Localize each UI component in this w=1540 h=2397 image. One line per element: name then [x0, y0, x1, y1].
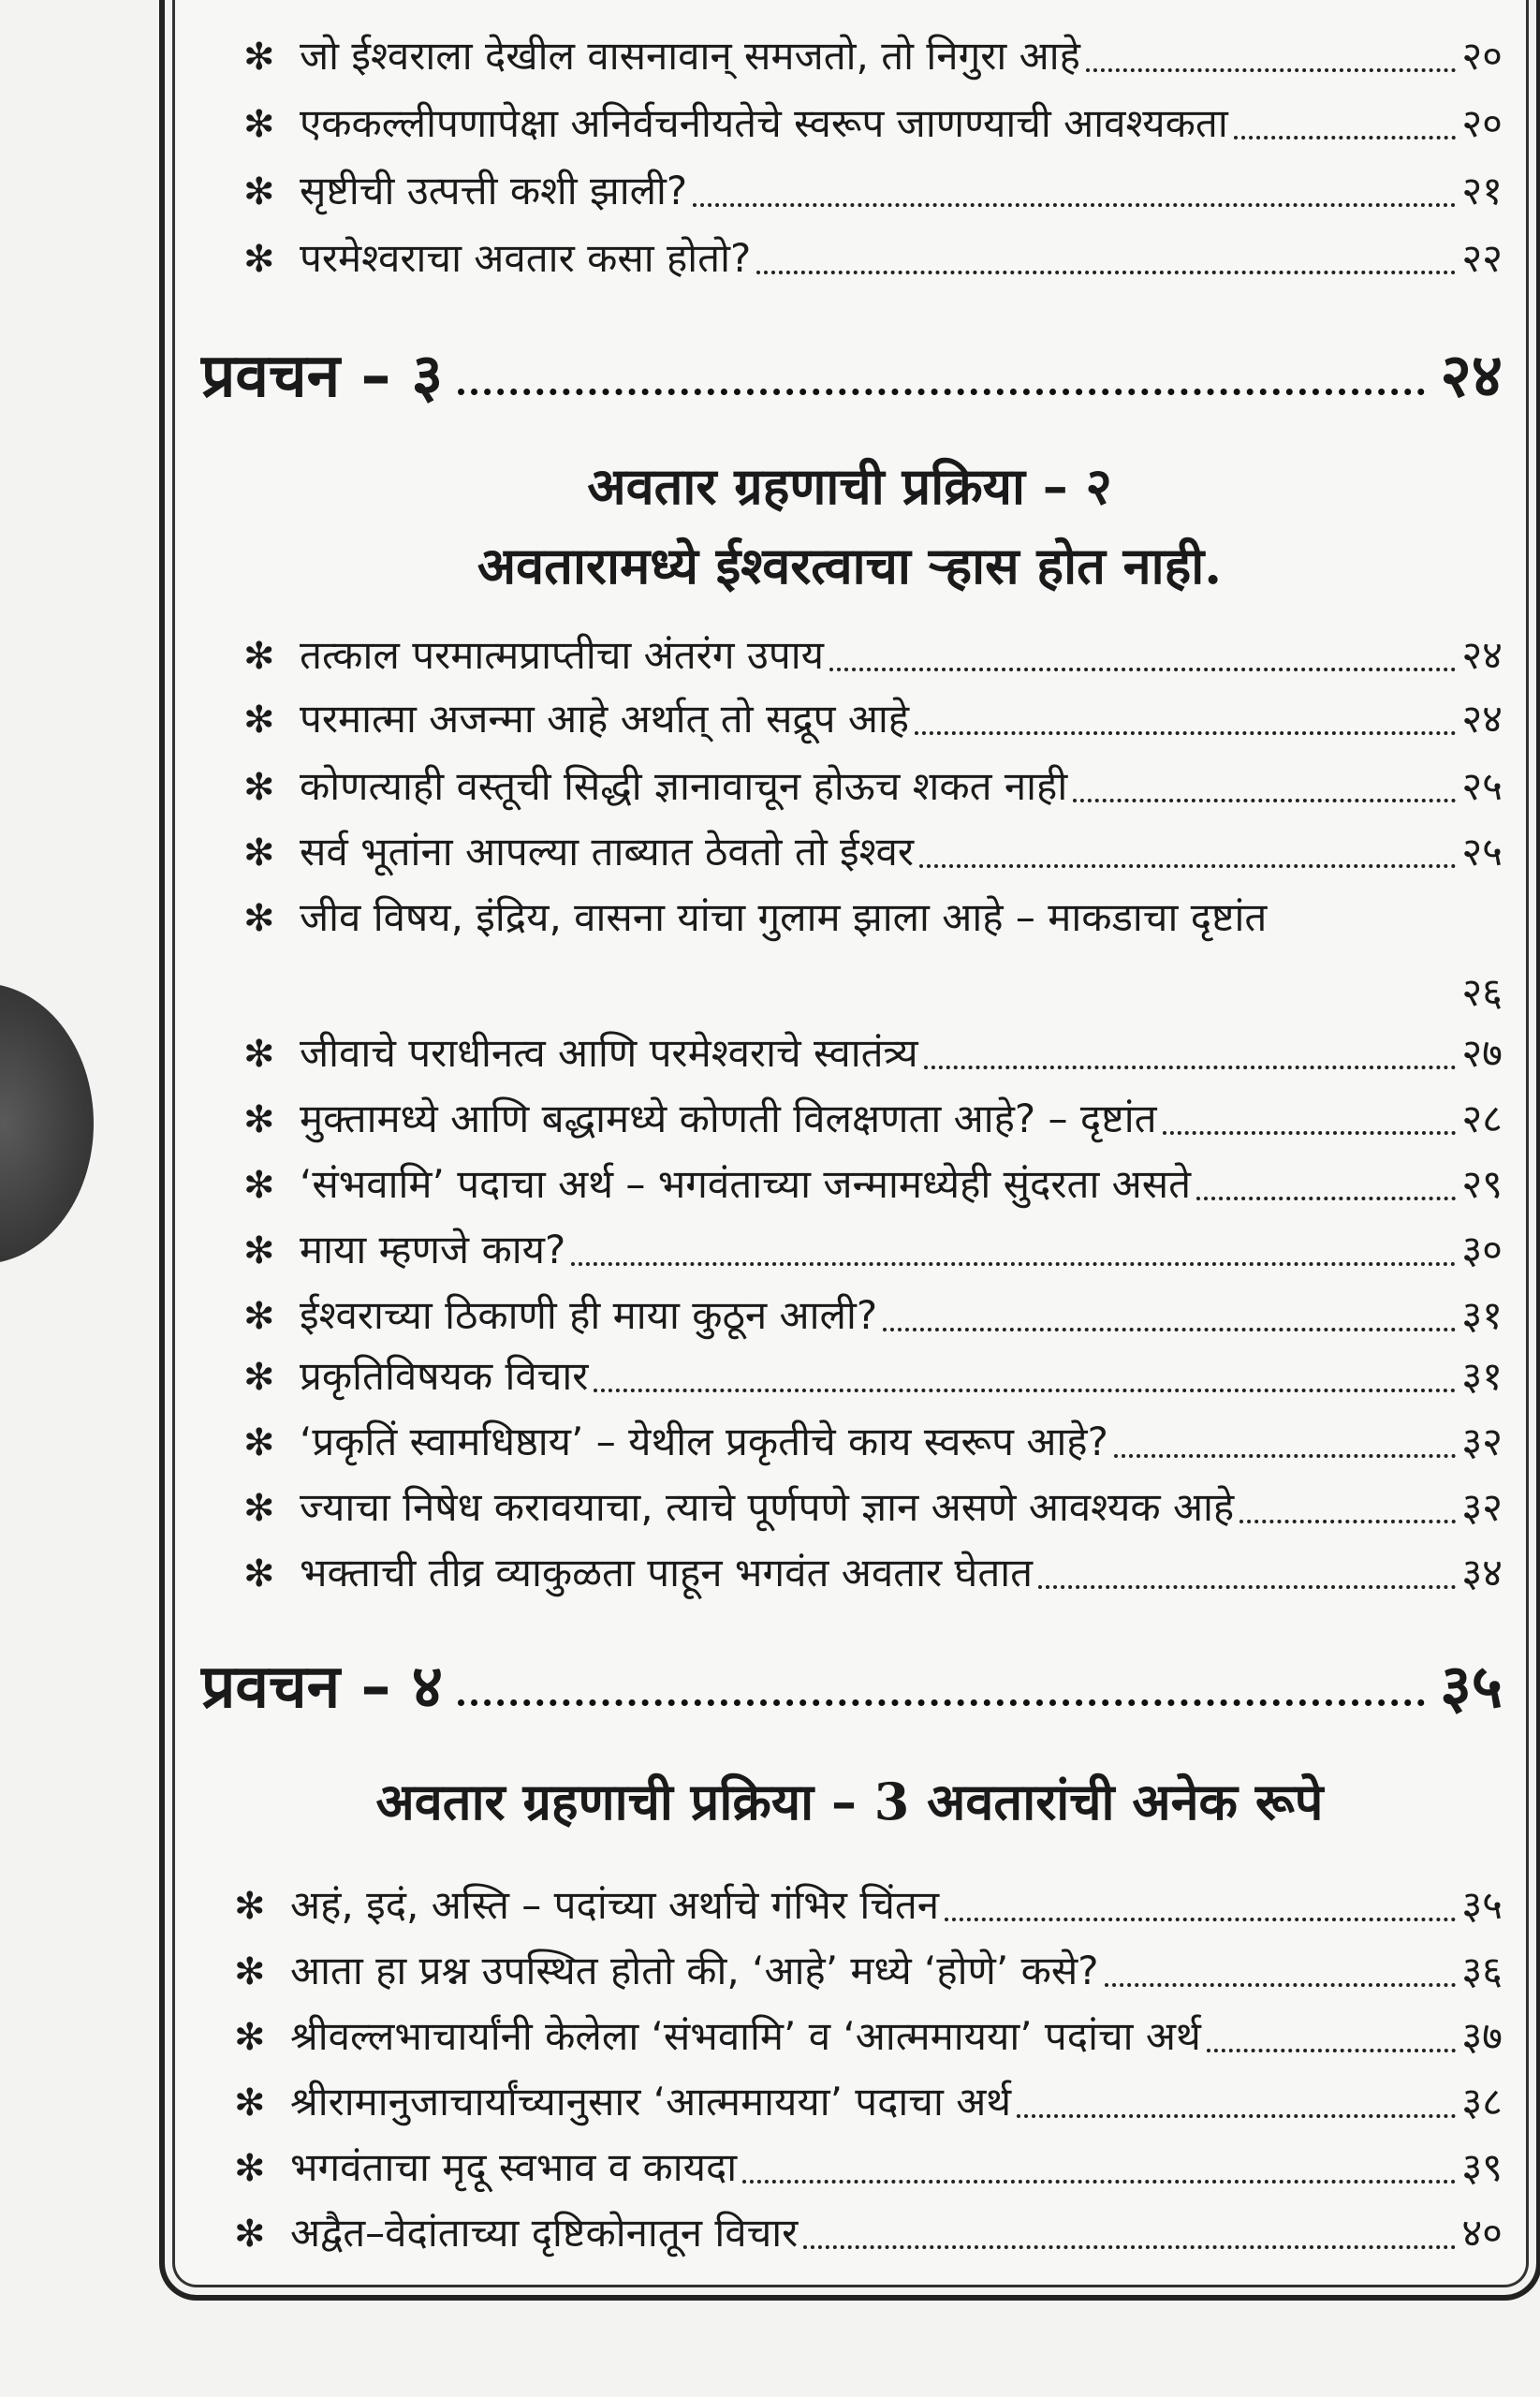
bullet-icon: ✻: [243, 1356, 275, 1399]
toc-entry-page: ३१: [1461, 1292, 1503, 1338]
toc-entry-page: ३६: [1461, 1948, 1503, 1993]
toc-entry[interactable]: [243, 1156, 1503, 1213]
toc-entry[interactable]: [243, 1025, 1503, 1082]
toc-entry[interactable]: [243, 1479, 1503, 1537]
bullet-icon: ✻: [243, 766, 275, 809]
leader-dots: [742, 2180, 1456, 2184]
leader-dots: [458, 1699, 1425, 1706]
leader-dots: [919, 864, 1456, 868]
bullet-icon: ✻: [243, 1487, 275, 1530]
toc-entry-title: अद्वैत–वेदांताच्या दृष्टिकोनातून विचार: [290, 2210, 799, 2256]
toc-entry[interactable]: [243, 230, 1503, 287]
toc-entry[interactable]: [243, 890, 1503, 947]
bullet-icon: ✻: [234, 2147, 266, 2190]
toc-entry-page: ३२: [1461, 1484, 1503, 1530]
toc-entry[interactable]: [243, 1545, 1503, 1602]
toc-entry-title: अहं, इदं, अस्ति – पदांच्या अर्थाचे गंभिर चिंतन: [290, 1882, 940, 1928]
leader-dots: [883, 1328, 1456, 1331]
leader-dots: [1105, 1983, 1457, 1987]
bullet-icon: ✻: [234, 1950, 266, 1993]
bullet-icon: ✻: [243, 238, 275, 281]
toc-entry-page: ३७: [1461, 2013, 1503, 2059]
toc-entry-title: भगवंताचा मृदू स्वभाव व कायदा: [290, 2144, 738, 2190]
chapter-heading[interactable]: [201, 1643, 1503, 1725]
bullet-icon: ✻: [243, 170, 275, 213]
toc-entry-page: २०: [1461, 100, 1503, 146]
bullet-icon: ✻: [234, 2213, 266, 2256]
toc-entry-title: आता हा प्रश्न उपस्थित होतो की, ‘आहे’ मध्ये ‘होणे’ कसे?: [290, 1948, 1099, 1993]
toc-entry-page: २५: [1461, 763, 1503, 809]
leader-dots: [829, 668, 1456, 671]
bullet-icon: ✻: [243, 635, 275, 678]
chapter-page: २४: [1440, 342, 1503, 411]
toc-entry[interactable]: [243, 1348, 1503, 1405]
toc-entry-page: ३८: [1461, 2079, 1503, 2125]
toc-entry-page: २५: [1461, 829, 1503, 875]
leader-dots: [1163, 1131, 1457, 1135]
toc-entry-title: कोणत्याही वस्तूची सिद्धी ज्ञानावाचून होऊच शकत नाही: [300, 763, 1068, 809]
toc-entry-page: २६: [1461, 969, 1503, 1015]
leader-dots: [571, 1262, 1456, 1266]
leader-dots: [1073, 799, 1456, 802]
toc-entry-page: २७: [1461, 1030, 1503, 1076]
toc-entry-title: तत्काल परमात्मप्राप्तीचा अंतरंग उपाय: [300, 632, 824, 678]
leader-dots: [756, 271, 1456, 274]
chapter-subtitle: अवतारामध्ये ईश्वरत्वाचा ऱ्हास होत नाही.: [477, 536, 1223, 596]
toc-entry[interactable]: [243, 758, 1503, 816]
toc-entry-title: एककल्लीपणापेक्षा अनिर्वचनीयतेचे स्वरूप जाणण्याची आवश्यकता: [300, 100, 1228, 146]
leader-dots: [1017, 2114, 1456, 2118]
toc-entry[interactable]: [243, 28, 1503, 85]
bullet-icon: ✻: [234, 2016, 266, 2059]
page-edge-shadow: [0, 983, 94, 1264]
leader-dots: [1114, 1454, 1456, 1458]
toc-entry[interactable]: [243, 627, 1503, 684]
bullet-icon: ✻: [243, 103, 275, 146]
bullet-icon: ✻: [243, 1421, 275, 1464]
toc-entry-title: परमेश्वराचा अवतार कसा होतो?: [300, 235, 752, 281]
leader-dots: [1239, 1520, 1456, 1523]
toc-entry[interactable]: [234, 2074, 1503, 2131]
bullet-icon: ✻: [243, 1033, 275, 1076]
toc-entry-title: सर्व भूतांना आपल्या ताब्यात ठेवतो तो ईश्वर: [300, 829, 915, 875]
bullet-icon: ✻: [243, 36, 275, 79]
chapter-page: ३५: [1440, 1653, 1503, 1722]
toc-entry-title: जो ईश्वराला देखील वासनावान् समजतो, तो निगुरा आहे: [300, 33, 1080, 79]
bullet-icon: ✻: [243, 897, 275, 940]
toc-entry[interactable]: [243, 1222, 1503, 1279]
toc-entry-title: जीवाचे पराधीनत्व आणि परमेश्वराचे स्वातंत्र्य: [300, 1030, 918, 1076]
chapter-heading[interactable]: [201, 332, 1503, 414]
toc-entry-page: ३५: [1461, 1882, 1503, 1928]
toc-entry-page: २०: [1461, 33, 1503, 79]
leader-dots: [945, 1918, 1456, 1921]
toc-entry-title: सृष्टीची उत्पत्ती कशी झाली?: [300, 168, 688, 213]
bullet-icon: ✻: [234, 1885, 266, 1928]
toc-entry-page: ३९: [1461, 2144, 1503, 2190]
leader-dots: [458, 389, 1425, 395]
toc-entry-title: ज्याचा निषेध करावयाचा, त्याचे पूर्णपणे ज्ञान असणे आवश्यक आहे: [300, 1484, 1235, 1530]
toc-entry-title: ‘प्रकृतिं स्वामधिष्ठाय’ – येथील प्रकृतीचे काय स्वरूप आहे?: [300, 1419, 1108, 1464]
toc-entry-title: परमात्मा अजन्मा आहे अर्थात् तो सद्रूप आहे: [300, 696, 910, 742]
toc-entry-page: २४: [1461, 696, 1503, 742]
leader-dots: [1234, 136, 1457, 140]
toc-entry-page: २१: [1461, 168, 1503, 213]
toc-entry-page: ४०: [1461, 2210, 1503, 2256]
chapter-label: प्रवचन – ४: [201, 1653, 444, 1722]
chapter-subtitle: अवतार ग्रहणाची प्रक्रिया – 3 अवतारांची अनेक रूपे: [375, 1772, 1324, 1831]
chapter-label: प्रवचन – ३: [201, 342, 444, 411]
leader-dots: [803, 2245, 1456, 2249]
bullet-icon: ✻: [243, 1552, 275, 1596]
toc-entry[interactable]: [243, 1287, 1503, 1345]
toc-entry-title: प्रकृतिविषयक विचार: [300, 1353, 589, 1399]
toc-entry-title: जीव विषय, इंद्रिय, वासना यांचा गुलाम झाला आहे – माकडाचा दृष्टांत: [300, 894, 1268, 940]
toc-entry[interactable]: [234, 1943, 1503, 2000]
toc-entry-page: ३४: [1461, 1550, 1503, 1596]
toc-entry[interactable]: [243, 824, 1503, 881]
toc-entry[interactable]: [243, 691, 1503, 748]
toc-entry-title: माया म्हणजे काय?: [300, 1227, 566, 1272]
toc-entry-title: ‘संभवामि’ पदाचा अर्थ – भगवंताच्या जन्मामध्येही सुंदरता असते: [300, 1161, 1192, 1207]
toc-entry-page: ३०: [1461, 1227, 1503, 1272]
bullet-icon: ✻: [234, 2081, 266, 2125]
toc-entry[interactable]: [234, 2008, 1503, 2066]
bullet-icon: ✻: [243, 1295, 275, 1338]
toc-entry[interactable]: [243, 1414, 1503, 1471]
leader-dots: [1086, 68, 1456, 72]
toc-entry[interactable]: [243, 1091, 1503, 1148]
bullet-icon: ✻: [243, 1229, 275, 1272]
bullet-icon: ✻: [243, 1098, 275, 1141]
toc-entry-title: श्रीवल्लभाचार्यांनी केलेला ‘संभवामि’ व ‘आत्ममायया’ पदांचा अर्थ: [290, 2013, 1201, 2059]
bullet-icon: ✻: [243, 699, 275, 742]
leader-dots: [594, 1389, 1456, 1392]
toc-entry-title: श्रीरामानुजाचार्यांच्यानुसार ‘आत्ममायया’ पदाचा अर्थ: [290, 2079, 1012, 2125]
toc-entry-title: भक्ताची तीव्र व्याकुळता पाहून भगवंत अवतार घेतात: [300, 1550, 1034, 1596]
leader-dots: [1038, 1585, 1456, 1589]
toc-entry[interactable]: [243, 96, 1503, 153]
bullet-icon: ✻: [243, 1164, 275, 1207]
leader-dots: [915, 731, 1456, 735]
chapter-subtitle: अवतार ग्रहणाची प्रक्रिया – २: [587, 456, 1112, 516]
toc-entry-title: मुक्तामध्ये आणि बद्धामध्ये कोणती विलक्षणता आहे? – दृष्टांत: [300, 1096, 1157, 1141]
toc-entry[interactable]: [243, 163, 1503, 220]
leader-dots: [1207, 2049, 1457, 2052]
toc-entry-title: ईश्वराच्या ठिकाणी ही माया कुठून आली?: [300, 1292, 878, 1338]
leader-dots: [924, 1066, 1457, 1069]
leader-dots: [1196, 1197, 1456, 1200]
toc-entry-page: २८: [1461, 1096, 1503, 1141]
toc-entry-page: २४: [1461, 632, 1503, 678]
toc-entry-page: २९: [1461, 1161, 1503, 1207]
toc-entry[interactable]: [234, 2205, 1503, 2262]
bullet-icon: ✻: [243, 831, 275, 875]
toc-entry-page: ३१: [1461, 1353, 1503, 1399]
toc-entry-page: ३२: [1461, 1419, 1503, 1464]
leader-dots: [693, 203, 1456, 207]
toc-entry[interactable]: [234, 2140, 1503, 2197]
toc-entry-page: २२: [1461, 235, 1503, 281]
toc-entry[interactable]: [234, 1877, 1503, 1934]
